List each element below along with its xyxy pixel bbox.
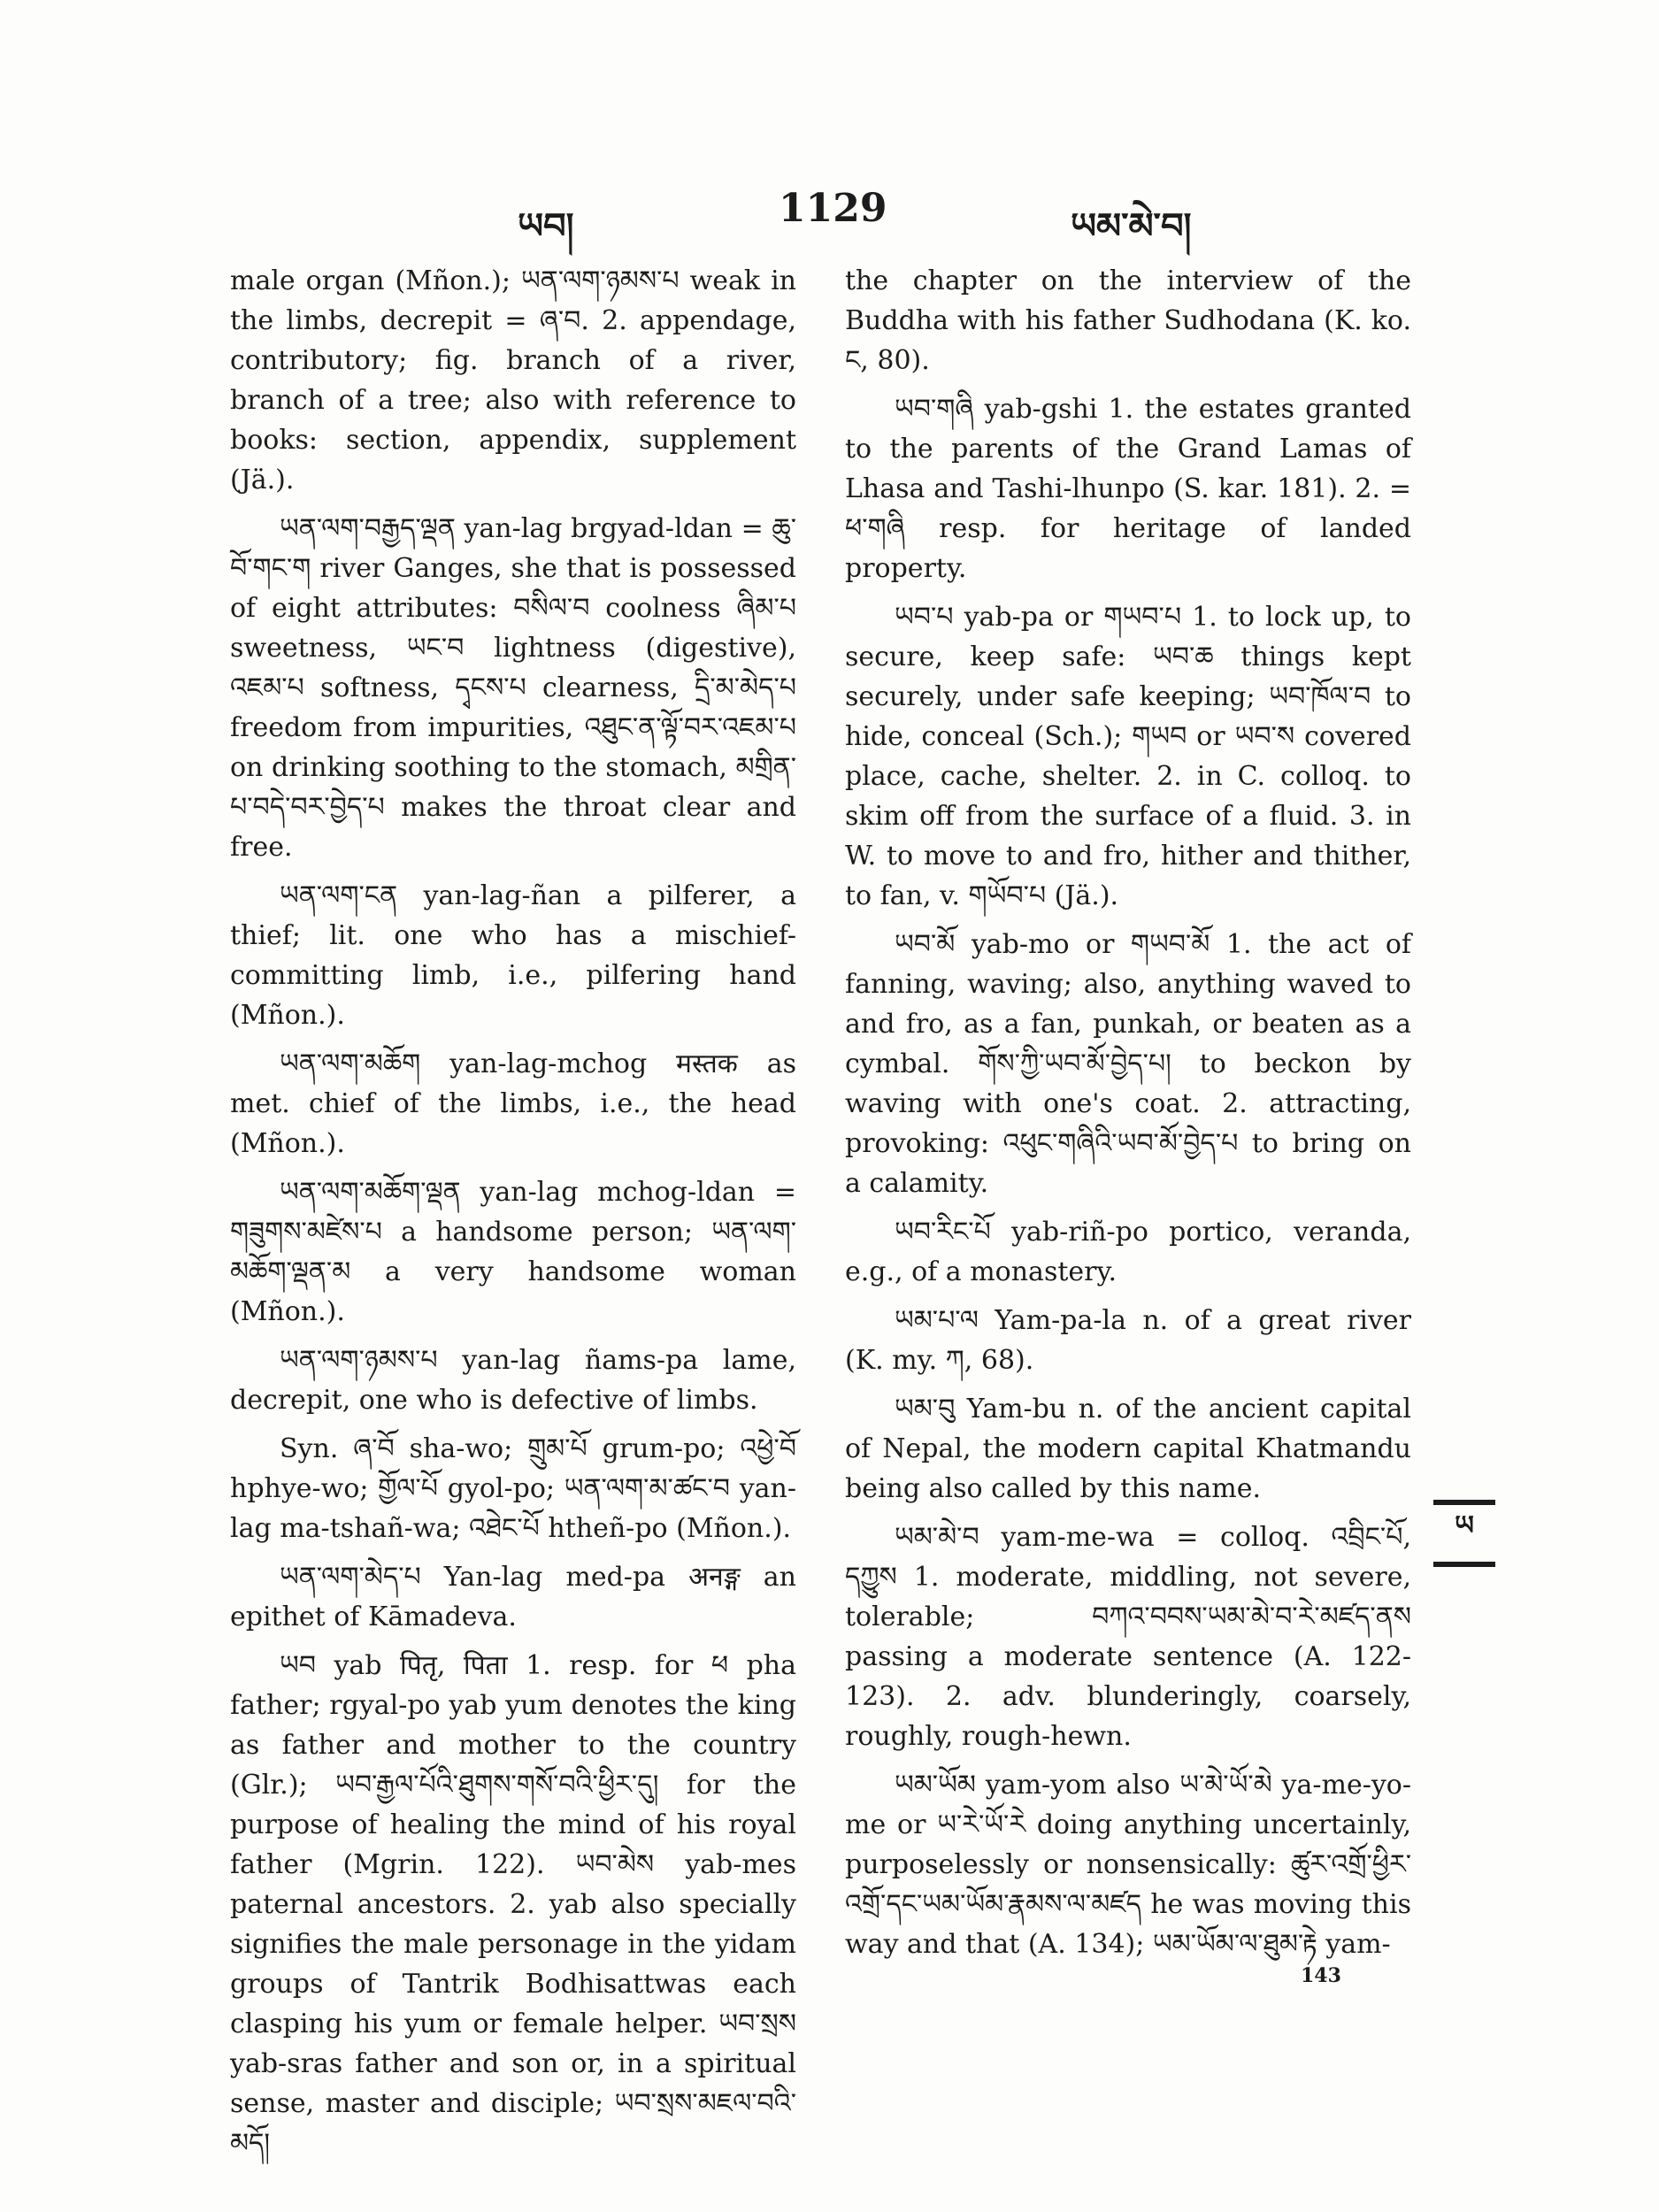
thumb-index-tab: ཡ — [1433, 1500, 1495, 1567]
entry-paragraph: ཡན་ལག་བརྒྱད་ལྡན yan-lag brgyad-ldan = ཆུ་བོ་གང་ག river Ganges, she that is possessed of eight attributes: བསིལ་བ coolness ཞིམ་པ sweetness, ཡང་བ lightness (digestive), འཇམ་པ softness, དྭངས་པ clearness, དྲི་མ་མེད་པ freedom from impurities, འཐུང་ན་ལྟོ་བར་འཇམ་པ on drinking soothing to the stomach, མགྲིན་པ་བདེ་བར་བྱེད་པ makes the throat clear and free. — [230, 513, 796, 863]
entry-paragraph: ཡན་ལག་ངན yan-lag-ñan a pilferer, a thief; lit. one who has a mischief-committing limb, i.e., pilfering hand (Mñon.). — [230, 880, 796, 1031]
entry-paragraph: ཡམ་པ་ལ Yam-pa-la n. of a great river (K. my. ཀ, 68). — [845, 1305, 1411, 1376]
entry-paragraph: ཡན་ལག་མེད་པ Yan-lag med-pa अनङ्ग an epithet of Kāmadeva. — [230, 1562, 796, 1632]
entry-paragraph: ཡན་ལག་ཉམས་པ yan-lag ñams-pa lame, decrepit, one who is defective of limbs. — [230, 1345, 796, 1416]
header-right-word: ཡམ་མེ་བ། — [1071, 205, 1192, 247]
entry-paragraph: ཡན་ལག་མཆོག yan-lag-mchog मस्तक as met. chief of the limbs, i.e., the head (Mñon.). — [230, 1048, 796, 1159]
entry-paragraph: ཡབ་རིང་པོ yab-riñ-po portico, veranda, e.g., of a monastery. — [845, 1217, 1411, 1287]
entry-paragraph: ཡབ་མོ yab-mo or གཡབ་མོ 1. the act of fanning, waving; also, anything waved to and fro, as a fan, punkah, or beaten as a cymbal. གོས་ཀྱི་ཡབ་མོ་བྱེད་པ། to beckon by waving with one's coat. 2. attracting, provoking: འཕུང་གཞིའི་ཡབ་མོ་བྱེད་པ to bring on a calamity. — [845, 929, 1411, 1199]
entry-paragraph: ཡམ་མེ་བ yam-me-wa = colloq. འབྲིང་པོ, དཀྱུས 1. moderate, middling, not severe, tolerable; བཀའ་བབས་ཡམ་མེ་བ་རེ་མཛད་ནས passing a moderate sentence (A. 122-123). 2. adv. blunderingly, coarsely, roughly, rough-hewn. — [845, 1522, 1411, 1752]
entry-paragraph: ཡམ་ཡོམ yam-yom also ཡ་མེ་ཡོ་མེ ya-me-yo-me or ཡ་རེ་ཡོ་རེ doing anything uncertainly, purposelessly or nonsensically: ཚུར་འགྲོ་ཕྱིར་འགྲོ་དང་ཡམ་ཡོམ་རྣམས་ལ་མཛད he was moving this way and that (A. 134); ཡམ་ཡོམ་ལ་ཐུམ་རྟེ yam- — [845, 1770, 1411, 1960]
header-left-word: ཡབ། — [518, 205, 574, 247]
entry-paragraph: Syn. ཞ་བོ sha-wo; གྲུམ་པོ grum-po; འཕྱེ་བོ hphye-wo; གྱོལ་པོ gyol-po; ཡན་ལག་མ་ཚང་བ yan-lag ma-tshañ-wa; འཐེང་པོ htheñ-po (Mñon.). — [230, 1433, 796, 1544]
entry-paragraph: male organ (Mñon.); ཡན་ལག་ཉམས་པ weak in the limbs, decrepit = ཞ་བ. 2. appendage, contributory; fig. branch of a river, branch of a tree; also with reference to books: section, appendix, supplement (Jä.). — [230, 265, 796, 495]
entry-paragraph: ཡབ yab पितृ, पिता 1. resp. for ཕ pha father; rgyal-po yab yum denotes the king as father and mother to the country (Glr.); ཡབ་རྒྱལ་པོའི་ཐུགས་གསོ་བའི་ཕྱིར་དུ། for the purpose of healing the mind of his royal father (Mgrin. 122). ཡབ་མེས yab-mes paternal ancestors. 2. yab also specially signifies the male personage in the yidam groups of Tantrik Bodhisattwas each clasping his yum or female helper. ཡབ་སྲས yab-sras father and son or, in a spiritual sense, master and disciple; ཡབ་སྲས་མཇལ་བའི་མདོ། — [230, 1650, 796, 2159]
right-column — [845, 261, 1411, 1973]
left-column — [230, 261, 796, 2172]
entry-paragraph: ཡན་ལག་མཆོག་ལྡན yan-lag mchog-ldan = གཟུགས་མཛེས་པ a handsome person; ཡན་ལག་མཆོག་ལྡན་མ a very handsome woman (Mñon.). — [230, 1177, 796, 1327]
entry-paragraph: ཡབ་པ yab-pa or གཡབ་པ 1. to lock up, to secure, keep safe: ཡབ་ཆ things kept securely, under safe keeping; ཡབ་ཁོལ་བ to hide, conceal (Sch.); གཡབ or ཡབ་ས covered place, cache, shelter. 2. in C. colloq. to skim off from the surface of a fluid. 3. in W. to move to and fro, hither and thither, to fan, v. གཡོབ་པ (Jä.). — [845, 602, 1411, 911]
entry-paragraph: ཡམ་བུ Yam-bu n. of the ancient capital of Nepal, the modern capital Khatmandu being also called by this name. — [845, 1394, 1411, 1504]
page-header-number: 1129 — [779, 186, 887, 231]
entry-paragraph: ཡབ་གཞི yab-gshi 1. the estates granted to the parents of the Grand Lamas of Lhasa and Tashi-lhunpo (S. kar. 181). 2. = ཕ་གཞི resp. for heritage of landed property. — [845, 394, 1411, 584]
entry-paragraph: the chapter on the interview of the Buddha with his father Sudhodana (K. ko. ང, 80). — [845, 265, 1411, 376]
signature-number: 143 — [1301, 1964, 1341, 1987]
